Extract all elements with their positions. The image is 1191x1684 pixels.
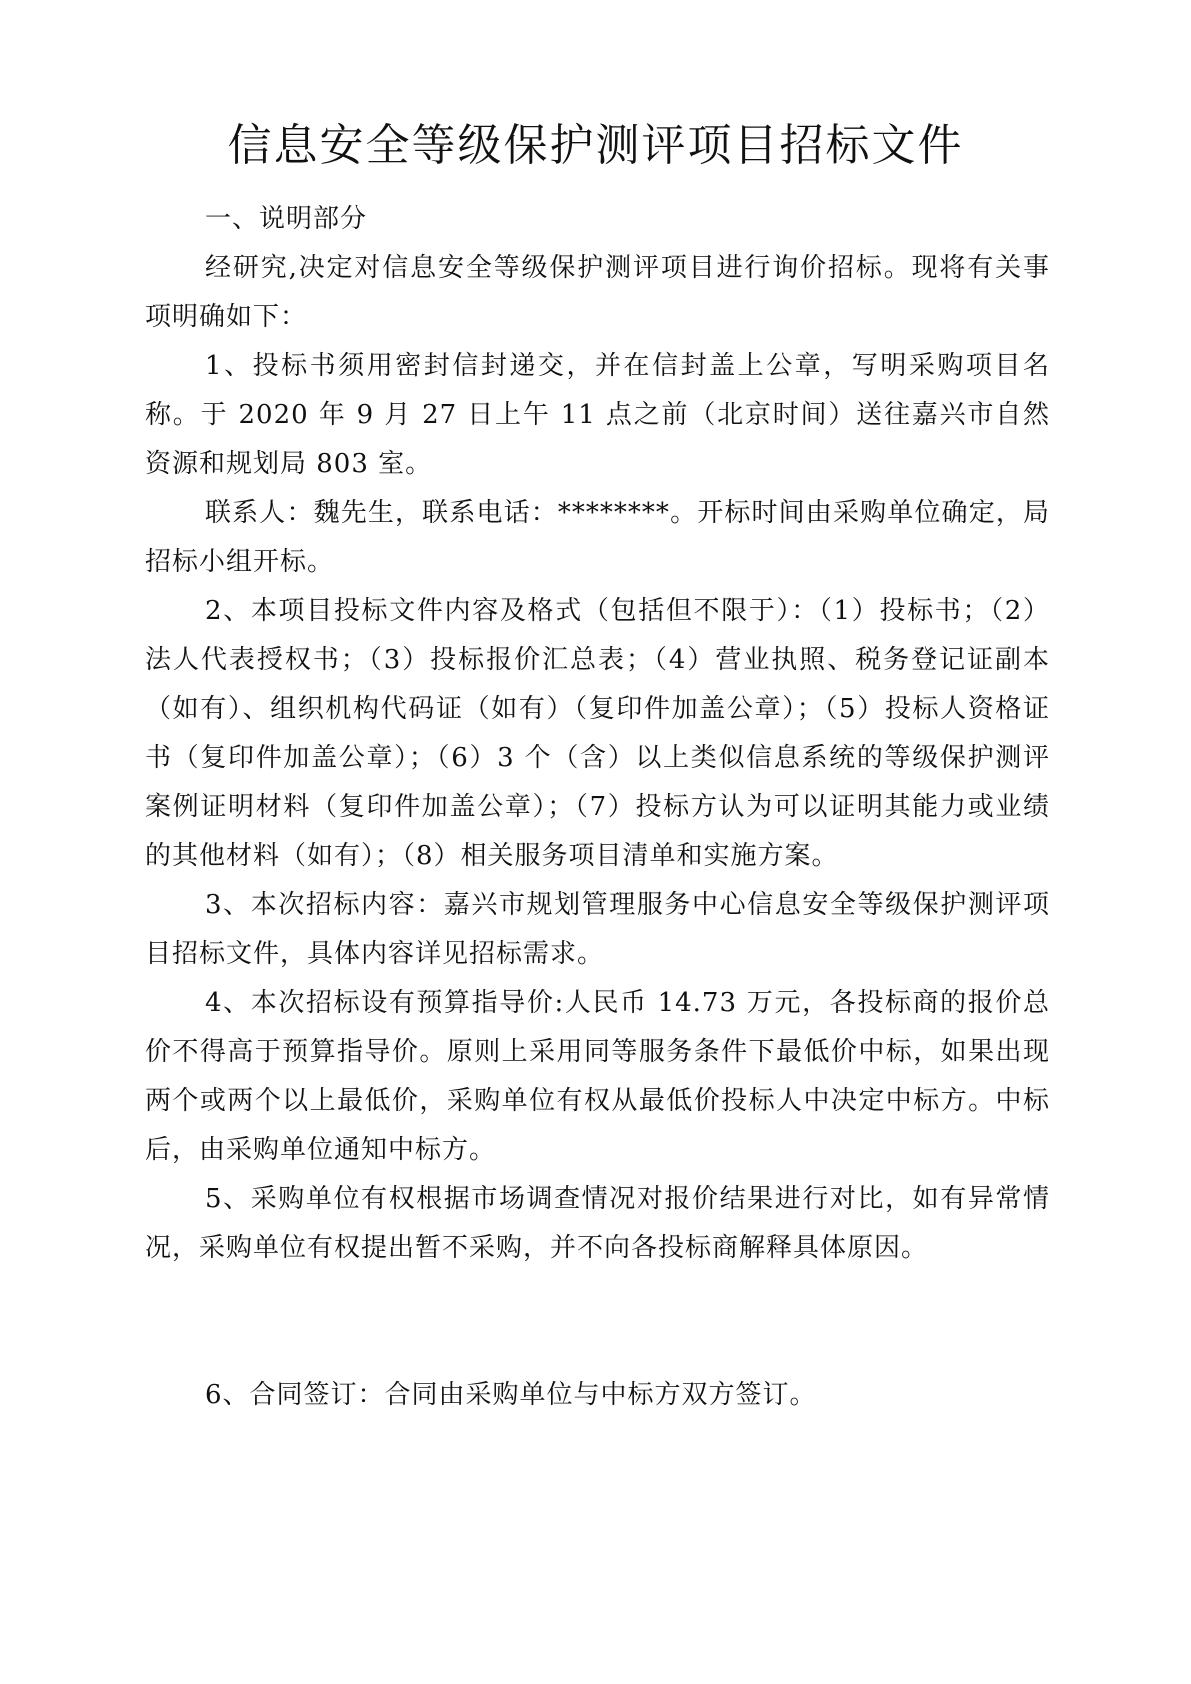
item-2-paragraph: 2、本项目投标文件内容及格式（包括但不限于）：（1）投标书；（2）法人代表授权书；（3）投标报价汇总表；（4）营业执照、税务登记证副本（如有）、组织机构代码证（如有）（复印件加盖公章）；（5）投标人资格证书（复印件加盖公章）；（6）3 个（含）以上类似信息系统的等级保护测评案例证明材料（复印件加盖公章）；（7）投标方认为可以证明其能力或业绩的其他材料（如有）；（8）相关服务项目清单和实施方案。: [145, 596, 1050, 871]
item-1-paragraph: 1、投标书须用密封信封递交，并在信封盖上公章，写明采购项目名称。于 2020 年 9 月 27 日上午 11 点之前（北京时间）送往嘉兴市自然资源和规划局 803 室。: [145, 351, 1050, 479]
item-6-paragraph: 6、合同签订：合同由采购单位与中标方双方签订。: [205, 1380, 817, 1410]
section-heading: 一、说明部分: [205, 204, 368, 234]
item-5-paragraph: 5、采购单位有权根据市场调查情况对报价结果进行对比，如有异常情况，采购单位有权提出暂不采购，并不向各投标商解释具体原因。: [145, 1184, 1050, 1263]
document-body: [145, 195, 1050, 1420]
contact-paragraph: 联系人：魏先生，联系电话：********。开标时间由采购单位确定，局招标小组开标。: [145, 498, 1050, 577]
item-3-paragraph: 3、本次招标内容：嘉兴市规划管理服务中心信息安全等级保护测评项目招标文件，具体内容详见招标需求。: [145, 890, 1050, 969]
intro-paragraph: 经研究,决定对信息安全等级保护测评项目进行询价招标。现将有关事项明确如下：: [145, 253, 1050, 332]
document-title: 信息安全等级保护测评项目招标文件: [227, 120, 964, 171]
item-4-paragraph: 4、本次招标设有预算指导价:人民币 14.73 万元，各投标商的报价总价不得高于预算指导价。原则上采用同等服务条件下最低价中标，如果出现两个或两个以上最低价，采购单位有权从最低价投标人中决定中标方。中标后，由采购单位通知中标方。: [145, 988, 1050, 1165]
